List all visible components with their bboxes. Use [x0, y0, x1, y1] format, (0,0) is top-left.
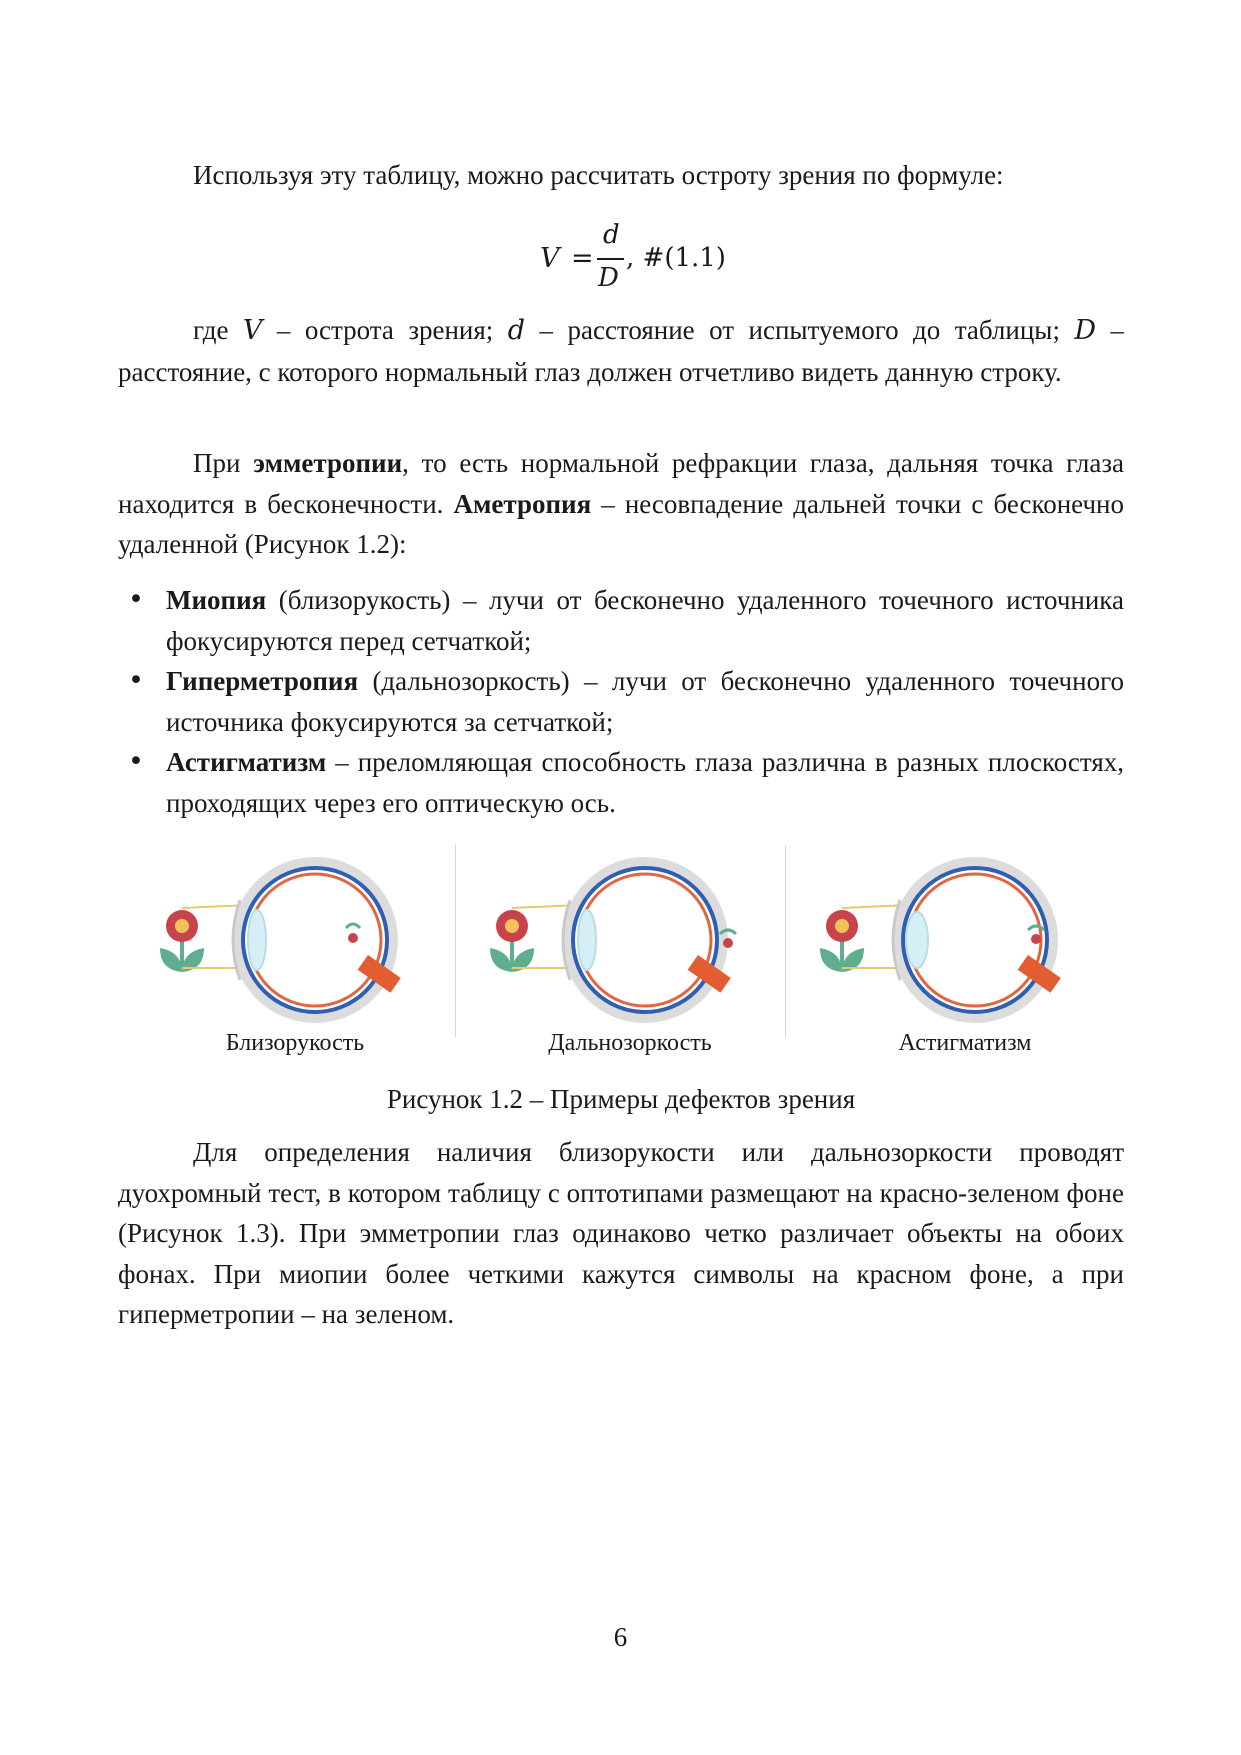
where-var-D: D: [1074, 315, 1097, 346]
duochrome-paragraph: Для определения наличия близорукости или дальнозоркости проводят дуохромный тест, в котором таблицу с оптотипами размещают на красно-зеленом фоне (Рисунок 1.3). При эмметропии глаз одинаково четко различает объекты на обоих фонах. При миопии более четкими кажутся символы на красном фоне, а при гиперметропии – на зеленом.: [118, 1137, 1124, 1329]
emmetropia-paragraph: [118, 443, 1124, 565]
figure-caption: Рисунок 1.2 – Примеры дефектов зрения: [386, 1084, 856, 1114]
page-number: 6: [613, 1622, 628, 1652]
astigmatism-eye-diagram: [800, 840, 1100, 1040]
list-term: Миопия: [166, 585, 267, 615]
ametropia-list: [118, 580, 1124, 823]
bullet-icon: •: [128, 584, 144, 615]
formula-numerator: d: [603, 220, 620, 250]
list-term: Гиперметропия: [166, 666, 359, 696]
where-text-2: – острота зрения;: [262, 315, 508, 345]
emm-text-2: , то есть нормальной рефракции глаза, дальняя точка глаза находится в бесконечности.: [118, 448, 1124, 519]
figure-1-2: [140, 840, 1100, 1050]
label-astigmatism: Астигматизм: [898, 1030, 1032, 1056]
emm-text-1: При: [193, 448, 254, 478]
where-var-d: d: [507, 315, 526, 346]
list-term: Астигматизм: [166, 747, 327, 777]
list-text: (близорукость) – лучи от бесконечно удаленного точечного источника фокусируются перед сетчаткой;: [166, 585, 1124, 656]
fraction-bar: [597, 258, 624, 260]
list-item: [118, 742, 1124, 823]
where-var-v: V: [242, 315, 263, 346]
emm-term-1: эмметропии: [253, 448, 403, 478]
emm-text-3: – несовпадение дальней точки с бесконечно удаленной (Рисунок 1.2):: [118, 488, 1125, 559]
formula-lhs: V: [540, 243, 560, 274]
intro-paragraph: Используя эту таблицу, можно рассчитать остроту зрения по формуле:: [193, 160, 1004, 190]
flower-icon: [490, 910, 534, 972]
list-item: [118, 580, 1124, 661]
where-text-1: где: [193, 315, 243, 345]
label-myopia: Близорукость: [225, 1030, 365, 1056]
list-text: (дальнозоркость) – лучи от бесконечно удаленного точечного источника фокусируются за сетчаткой;: [166, 666, 1124, 737]
myopia-eye-diagram: [140, 840, 440, 1040]
figure-divider: [455, 845, 456, 1037]
bullet-icon: •: [128, 746, 144, 777]
where-text-4: – расстояние, с которого нормальный глаз должен отчетливо видеть данную строку.: [118, 315, 1125, 387]
hyperopia-eye-diagram: [470, 840, 770, 1040]
list-text: – преломляющая способность глаза различна в разных плоскостях, проходящих через его оптическую ось.: [166, 747, 1124, 818]
figure-divider: [785, 845, 786, 1037]
formula-denominator: D: [598, 263, 619, 293]
emm-term-2: Аметропия: [453, 488, 592, 519]
flower-icon: [820, 910, 864, 972]
formula-equals: =: [571, 243, 594, 274]
flower-icon: [160, 910, 204, 972]
where-paragraph: [118, 310, 1124, 392]
formula-1-1: [0, 220, 1241, 300]
bullet-icon: •: [128, 665, 144, 696]
list-item: [118, 661, 1124, 742]
label-hyperopia: Дальнозоркость: [548, 1030, 712, 1056]
where-text-3: – расстояние от испытуемого до таблицы;: [525, 315, 1075, 345]
formula-tag: , #(1.1): [626, 243, 726, 273]
